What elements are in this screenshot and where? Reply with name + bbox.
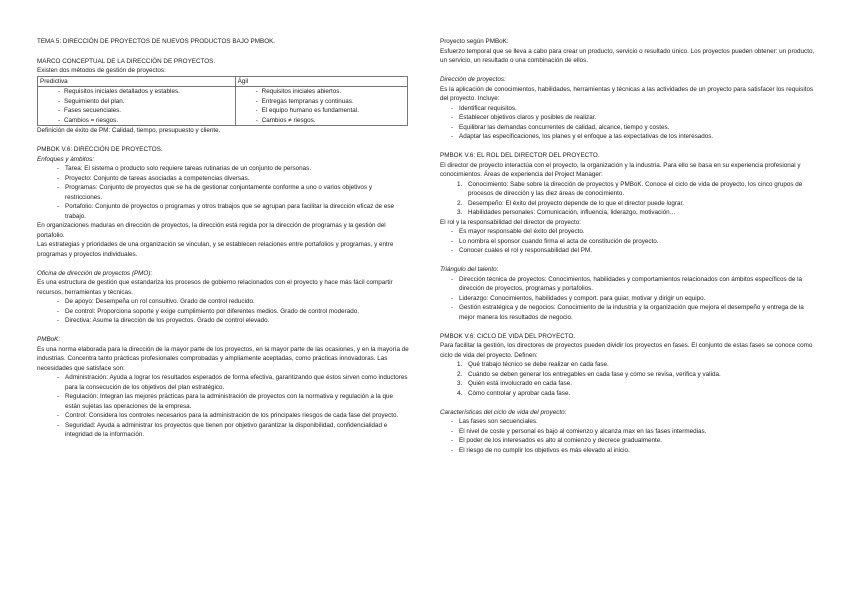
document-title: TEMA 5: DIRECCIÓN DE PROYECTOS DE NUEVOS PRODUCTOS BAJO PMBOK. [37, 38, 276, 45]
exito-definition: Definición de éxito de PM: Calidad, tiempo, presupuesto y cliente. [37, 127, 221, 134]
enfoques-heading: Enfoques y ámbitos: [37, 155, 95, 163]
marco-intro: Existen dos métodos de gestión de proyectos: [37, 67, 166, 74]
list-item [440, 370, 818, 380]
comparison-table [37, 76, 408, 127]
item-text: Habilidades personales: Comunicación, influencia, liderazgo, motivación… [468, 209, 676, 216]
enfoques-list [37, 164, 409, 221]
proyecto-heading: Proyecto según PMBoK: [440, 38, 509, 45]
list-item [440, 208, 818, 218]
list-item: - Tarea: El sistema o producto solo requiere tareas rutinarias de un conjunto de personas. [37, 164, 409, 174]
triangulo-list [440, 275, 818, 323]
list-item: - El nivel de coste y personal es bajo al comienzo y alcanza max en las fases intermedias. [440, 427, 818, 437]
pmo-intro: Es una estructura de gestión que estandariza los procesos de gobierno relacionados con el proyecto y hace más fácil compartir recursos, herramientas y técnicas. [37, 279, 393, 296]
list-item: - El poder de los interesados es alto al comienzo y decrece gradualmente. [440, 436, 818, 446]
list-item [440, 379, 818, 389]
list-item: - Adaptar las especificaciones, los planes y el enfoque a las expectativas de los interesados. [440, 132, 818, 142]
organizaciones-paragraph-1: En organizaciones maduras en dirección de proyectos, la dirección está regida por la dirección de programas y la gestión del portafolio. [37, 222, 386, 239]
predictiva-cell [38, 87, 236, 126]
ciclo-heading: PMBOK V.6: CICLO DE VIDA DEL PROYECTO. [440, 332, 576, 340]
item-number: 3. [457, 380, 463, 387]
proyecto-text: Esfuerzo temporal que se lleva a cabo para crear un producto, servicio o resultado único. Los proyectos pueden obtener: un producto, un servicio, un resultado o una combinación de ellos. [440, 47, 815, 64]
pmbok-heading: PMBOK V.6: DIRECCIÓN DE PROYECTOS. [37, 146, 163, 153]
list-item: - Dirección técnica de proyectos: Conocimientos, habilidades y comportamientos relacionados con ámbitos específicos de la dirección de proyectos, programas y portafolios. [440, 275, 818, 294]
ciclo-intro: Para facilitar la gestión, los directores de proyectos pueden dividir los proyectos en fases. El conjunto de estas fases se conoce como ciclo de vida del proyecto. Definen: [440, 342, 813, 359]
item-number: 3. [457, 209, 463, 216]
rol-numbered-list [440, 180, 818, 218]
item-text: Quién está involucrado en cada fase. [468, 380, 572, 387]
pmbok-needs-list [37, 373, 409, 440]
ciclo-numbered-list [440, 360, 818, 398]
table-header-agil: Ágil [235, 76, 407, 87]
item-number: 4. [457, 389, 463, 397]
list-item: - Requisitos iniciales abiertos. [238, 87, 405, 97]
direccion-intro: Es la aplicación de conocimientos, habilidades, herramientas y técnicas a las actividades de un proyecto para satisfacer los requisitos del proyecto. Incluye: [440, 85, 814, 102]
rol-resp-list [440, 227, 818, 256]
rol-heading: PMBOK V.6: EL ROL DEL DIRECTOR DEL PROYECTO. [440, 152, 600, 159]
pmbok-def-intro: Es una norma elaborada para la dirección de la mayor parte de los proyectos, en la mayor parte de las ocasiones, y en la mayoría de industrias. Concentra tanto prácticas profesionales comprobadas y ampliamente aceptadas, como prácticas innovadoras. Las necesidades que satisface son: [37, 345, 409, 372]
list-item [440, 360, 818, 370]
pmo-heading: Oficina de dirección de proyectos (PMO): [37, 269, 153, 277]
item-text: Cuándo se deben generar los entregables en cada fase y cómo se revisa, verifica y valida. [468, 370, 721, 378]
list-item: - El equipo humano es fundamental. [238, 106, 405, 116]
list-item: - Portafolio: Conjunto de proyectos o programas y otros trabajos que se agrupan para facilitar la dirección eficaz de ese trabajo. [37, 202, 409, 221]
marco-heading: MARCO CONCEPTUAL DE LA DIRECCIÓN DE PROYECTOS. [37, 57, 216, 65]
list-item [440, 199, 818, 209]
list-item: - Control: Considera los controles necesarios para la administración de los principales riesgos de cada fase del proyecto. [37, 411, 409, 421]
list-item: - Conocer cuales el rol y responsabilidad del PM. [440, 246, 818, 256]
list-item: - Cambios = riesgos. [40, 116, 233, 126]
item-number: 1. [457, 180, 463, 188]
item-text: Qué trabajo técnico se debe realizar en cada fase. [468, 361, 609, 368]
list-item: - Es mayor responsable del éxito del proyecto. [440, 227, 818, 237]
direccion-list [440, 104, 818, 142]
item-text: Conocimiento: Sabe sobre la dirección de proyectos y PMBoK. Conoce el ciclo de vida de proyecto, los cinco grupos de procesos de dirección y las diez áreas de conocimiento. [468, 180, 803, 197]
list-item: - Cambios ≠ riesgos. [238, 116, 405, 126]
table-header-predictiva: Predictiva [38, 76, 236, 87]
left-column [37, 37, 409, 440]
list-item: - Equilibrar las demandas concurrentes de calidad, alcance, tiempo y costes. [440, 123, 818, 133]
list-item: - Seguimiento del plan. [40, 97, 233, 107]
list-item [440, 180, 818, 199]
list-item: - De apoyo: Desempeña un rol consultivo. Grado de control reducido. [37, 297, 409, 307]
list-item: - Lo nombra el sponsor cuando firma el acta de constitución de proyecto. [440, 237, 818, 247]
list-item: - Requisitos iniciales detallados y estables. [40, 87, 233, 97]
list-item: - Directiva: Asume la dirección de los proyectos. Grado de control elevado. [37, 316, 409, 326]
item-number: 2. [457, 199, 463, 207]
direccion-heading: Dirección de proyectos: [440, 76, 506, 83]
caract-heading: Características del ciclo de vida del proyecto: [440, 408, 567, 416]
triangulo-heading: Triángulo del talento: [440, 266, 499, 273]
item-number: 2. [457, 370, 463, 378]
list-item: - Proyecto: Conjunto de tareas asociadas a competencias diversas. [37, 174, 409, 184]
agil-cell [235, 87, 407, 126]
list-item: - Programas: Conjunto de proyectos que se ha de gestionar conjuntamente conforme a uno o varios objetivos y restricciones. [37, 183, 409, 202]
list-item: - Entregas tempranas y continuas. [238, 97, 405, 107]
list-item [440, 389, 818, 399]
right-column [440, 37, 818, 455]
pmbok-def-heading: PMBoK: [37, 336, 61, 343]
pmo-list [37, 297, 409, 326]
rol-intro: El director de proyecto interactúa con el proyecto, la organización y la industria. Para ello se basa en su experiencia profesional y conocimientos. Áreas de experiencia del Project Manager: [440, 161, 801, 178]
list-item: - El riesgo de no cumplir los objetivos es más elevado al inicio. [440, 446, 818, 456]
list-item: - Liderazgo: Conocimientos, habilidades y comport. para guiar, motivar y dirigir un equipo. [440, 294, 818, 304]
item-text: Cómo controlar y aprobar cada fase. [468, 389, 571, 397]
list-item: - Gestión estratégica y de negocios: Conocimiento de la industria y la organización que mejora el desempeño y entrega de la mejor manera los resultados de negocio. [440, 303, 818, 322]
list-item: - Las fases son secuenciales. [440, 417, 818, 427]
list-item: - Establecer objetivos claros y posibles de realizar. [440, 113, 818, 123]
caract-list [440, 417, 818, 455]
list-item: - Fases secuenciales. [40, 106, 233, 116]
list-item: - De control: Proporciona soporte y exige cumplimiento por diferentes medios. Grado de control moderado. [37, 307, 409, 317]
list-item: - Regulación: Integran las mejores prácticas para la administración de proyectos con la normativa y regulación a la que están sujetas las operaciones de la empresa. [37, 392, 409, 411]
rol-resp-intro: El rol y la responsabilidad del director de proyecto: [440, 218, 582, 226]
item-text: Desempeño: El éxito del proyecto depende de lo que el director puede lograr. [468, 199, 684, 207]
list-item: - Administración: Ayuda a lograr los resultados esperados de forma efectiva, garantizando que éstos sirven como inductores para la consecución de los objetivos del plan estratégico. [37, 373, 409, 392]
list-item: - Identificar requisitos. [440, 104, 818, 114]
list-item: - Seguridad: Ayuda a administrar los proyectos que tienen por objetivo garantizar la disponibilidad, confidencialidad e integridad de la información. [37, 421, 409, 440]
item-number: 1. [457, 361, 463, 368]
organizaciones-paragraph-2: Las estrategias y prioridades de una organización se vinculan, y se establecen relaciones entre portafolios y programas, y entre programas y proyectos individuales. [37, 241, 394, 258]
